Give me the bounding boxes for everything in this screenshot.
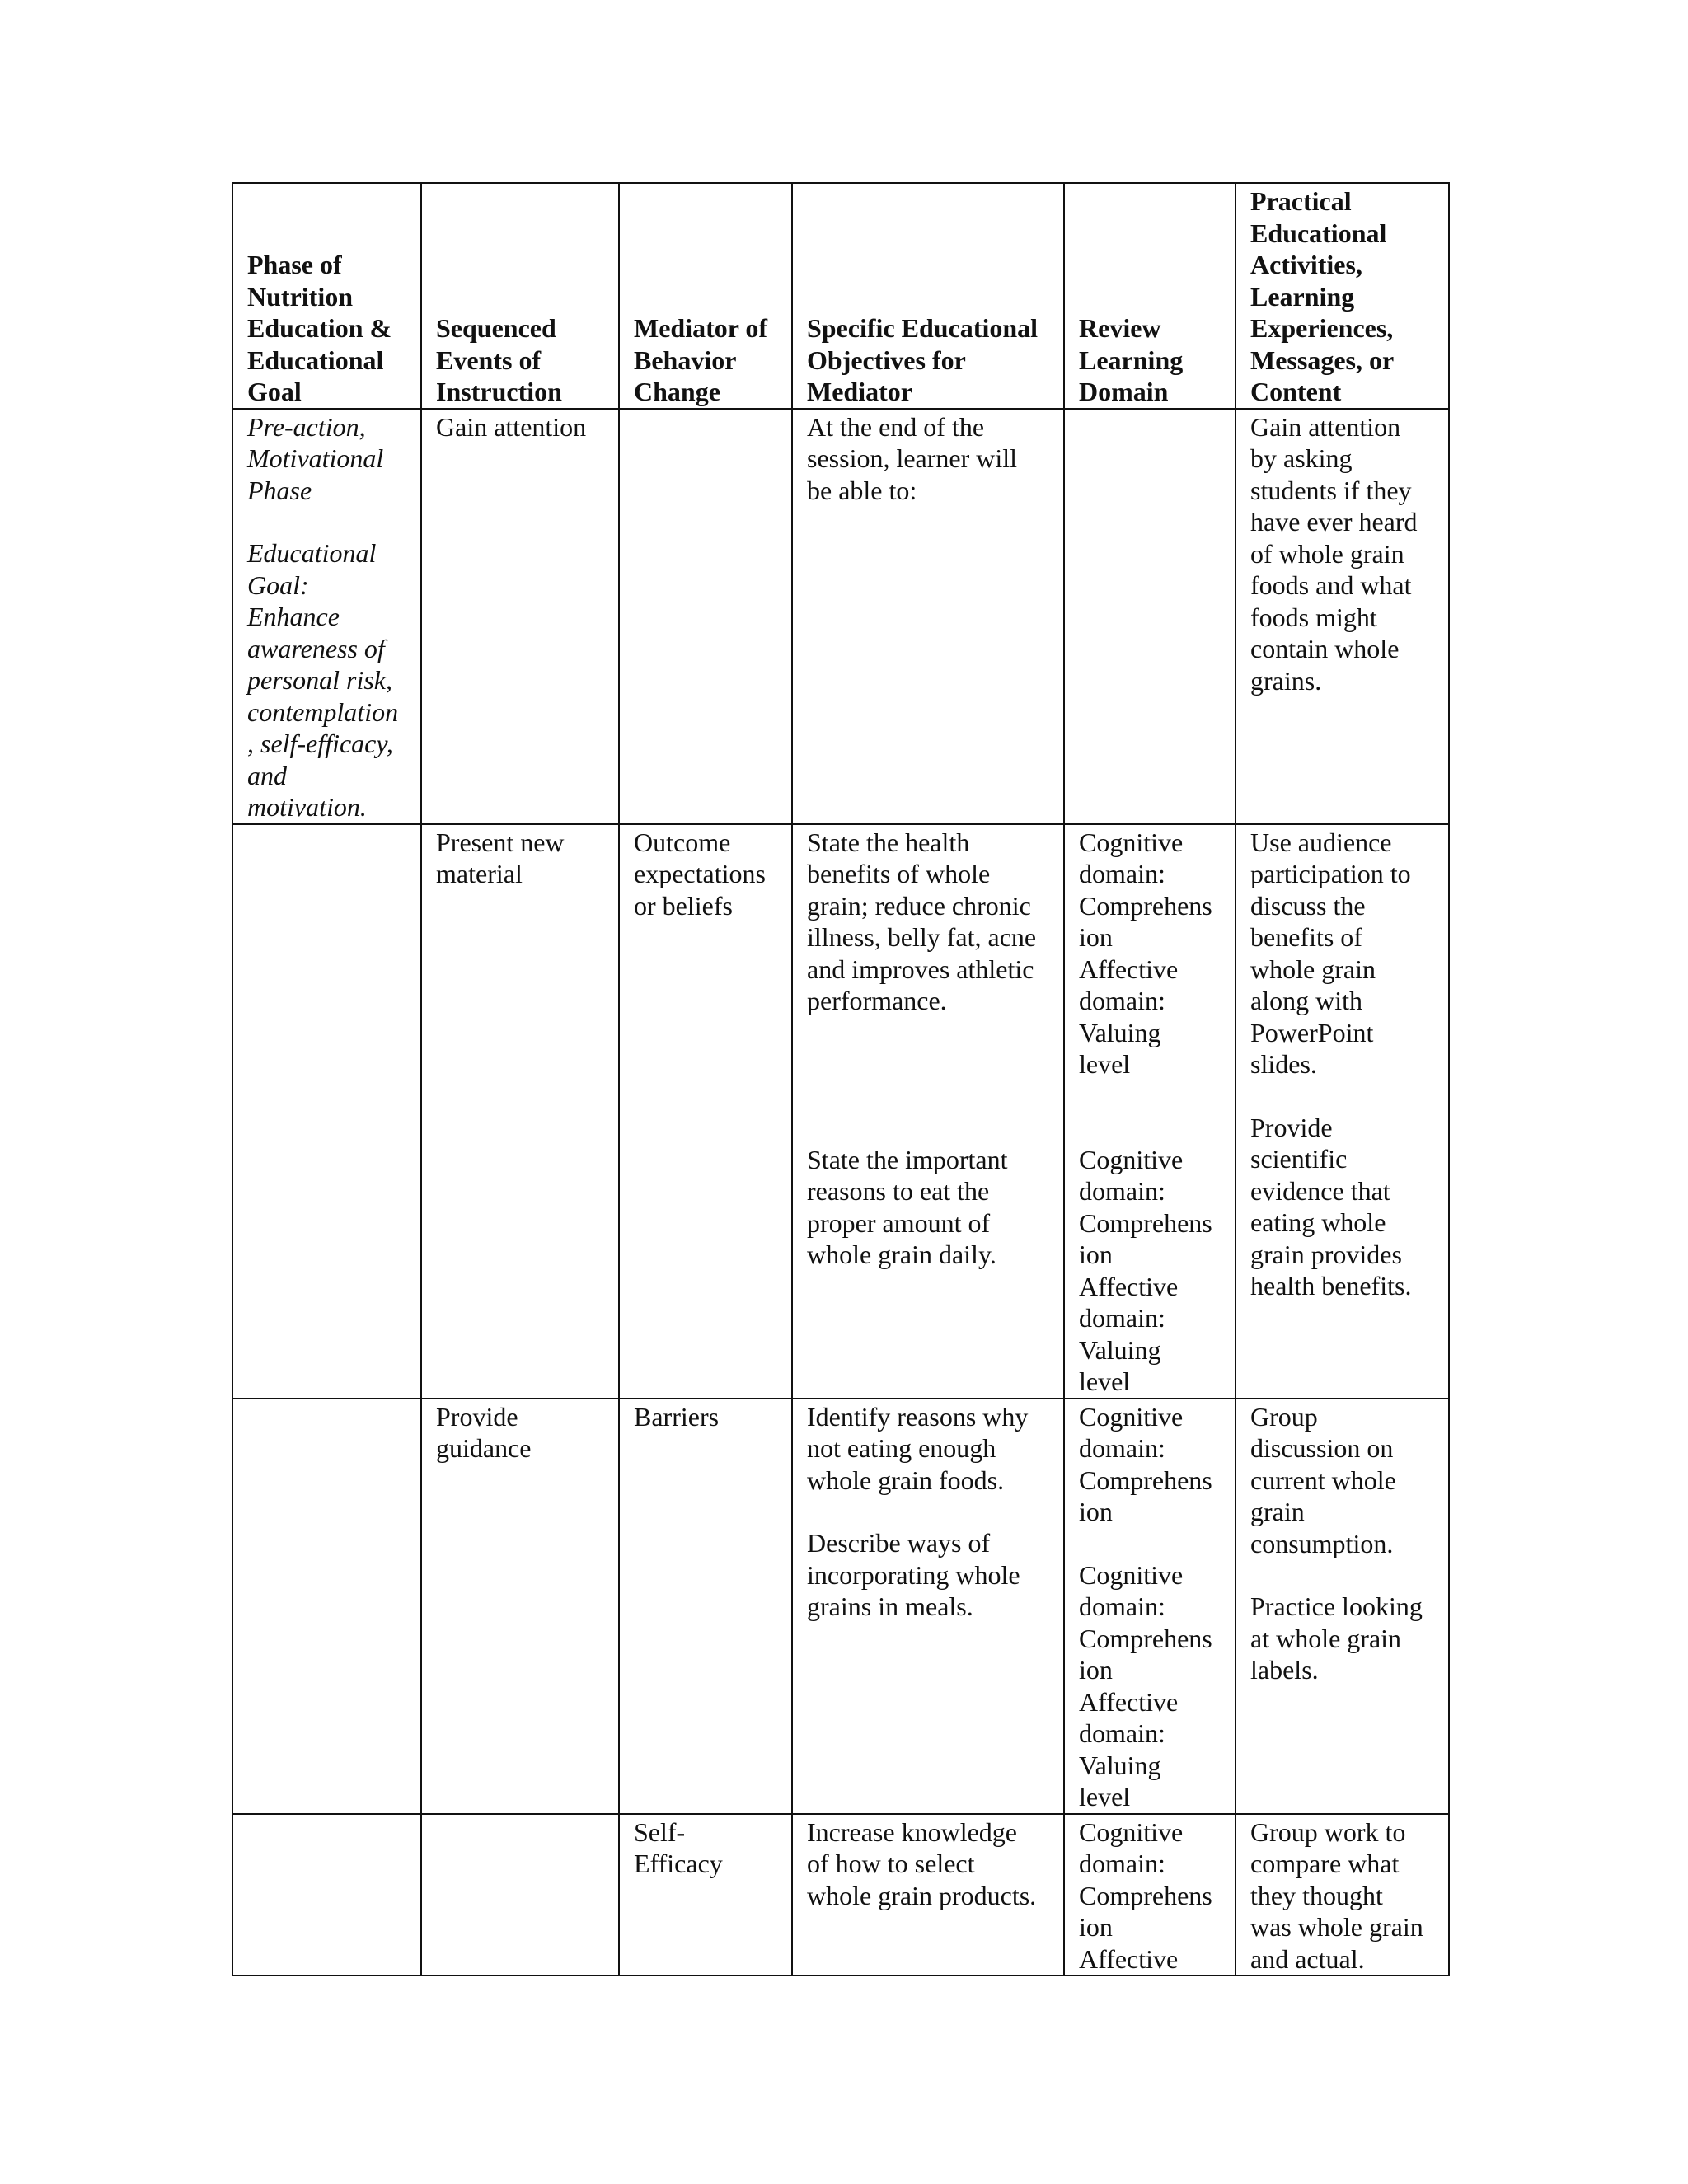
mediator-cell: Self- Efficacy [619, 1814, 792, 1976]
objective-text: Describe ways of incorporating whole grains in meals. [807, 1528, 1020, 1621]
table-header-row [232, 183, 1449, 409]
table-row [232, 824, 1449, 1399]
activities-cell: Group work to compare what they thought was whole grain and actual. [1236, 1814, 1449, 1976]
table-row [232, 409, 1449, 824]
goal-text: Educational Goal: Enhance awareness of personal risk, contemplation , self-efficacy, and motivation. [247, 538, 399, 822]
activities-cell: Gain attention by asking students if they have ever heard of whole grain foods and what foods might contain whole grains. [1236, 409, 1449, 824]
domain-text: Cognitive domain: Comprehens ion Affective domain: Valuing level [1079, 1144, 1212, 1396]
header-activities: Practical Educational Activities, Learning Experiences, Messages, or Content [1236, 183, 1449, 409]
header-events: Sequenced Events of Instruction [421, 183, 619, 409]
mediator-cell: Outcome expectations or beliefs [619, 824, 792, 1399]
activities-cell [1236, 824, 1449, 1399]
activity-text: Provide scientific evidence that eating whole grain provides health benefits. [1250, 1112, 1412, 1301]
phase-cell [232, 824, 421, 1399]
objectives-cell [792, 1399, 1064, 1814]
phase-cell [232, 1399, 421, 1814]
activity-text: Use audience participation to discuss the benefits of whole grain along with PowerPoint slides. [1250, 827, 1411, 1079]
header-objectives: Specific Educational Objectives for Mediator [792, 183, 1064, 409]
objective-text: Identify reasons why not eating enough whole grain foods. [807, 1401, 1029, 1495]
event-cell: Present new material [421, 824, 619, 1399]
domain-cell [1064, 824, 1236, 1399]
phase-text: Pre-action, Motivational Phase [247, 411, 384, 505]
event-cell: Gain attention [421, 409, 619, 824]
domain-text: Cognitive domain: Comprehens ion Affective domain: Valuing level [1079, 827, 1212, 1079]
domain-text: Cognitive domain: Comprehens ion Affective domain: Valuing level [1079, 1559, 1212, 1811]
domain-text: Cognitive domain: Comprehens ion [1079, 1401, 1212, 1526]
activity-text: Practice looking at whole grain labels. [1250, 1591, 1423, 1685]
header-mediator: Mediator of Behavior Change [619, 183, 792, 409]
phase-cell [232, 1814, 421, 1976]
domain-cell: Cognitive domain: Comprehens ion Affective [1064, 1814, 1236, 1976]
objective-text: State the important reasons to eat the proper amount of whole grain daily. [807, 1144, 1008, 1269]
objectives-cell [792, 824, 1064, 1399]
objectives-cell: Increase knowledge of how to select whole grain products. [792, 1814, 1064, 1976]
table-row [232, 1814, 1449, 1976]
lesson-plan-table [232, 182, 1450, 1976]
activity-text: Group discussion on current whole grain consumption. [1250, 1401, 1396, 1558]
event-cell: Provide guidance [421, 1399, 619, 1814]
domain-cell [1064, 409, 1236, 824]
activities-cell [1236, 1399, 1449, 1814]
objectives-cell: At the end of the session, learner will be able to: [792, 409, 1064, 824]
mediator-cell: Barriers [619, 1399, 792, 1814]
objective-text: State the health benefits of whole grain; reduce chronic illness, belly fat, acne and improves athletic performance. [807, 827, 1037, 1015]
domain-cell [1064, 1399, 1236, 1814]
header-domain: Review Learning Domain [1064, 183, 1236, 409]
mediator-cell [619, 409, 792, 824]
event-cell [421, 1814, 619, 1976]
phase-cell [232, 409, 421, 824]
table-row [232, 1399, 1449, 1814]
header-phase: Phase of Nutrition Education & Educational Goal [232, 183, 421, 409]
